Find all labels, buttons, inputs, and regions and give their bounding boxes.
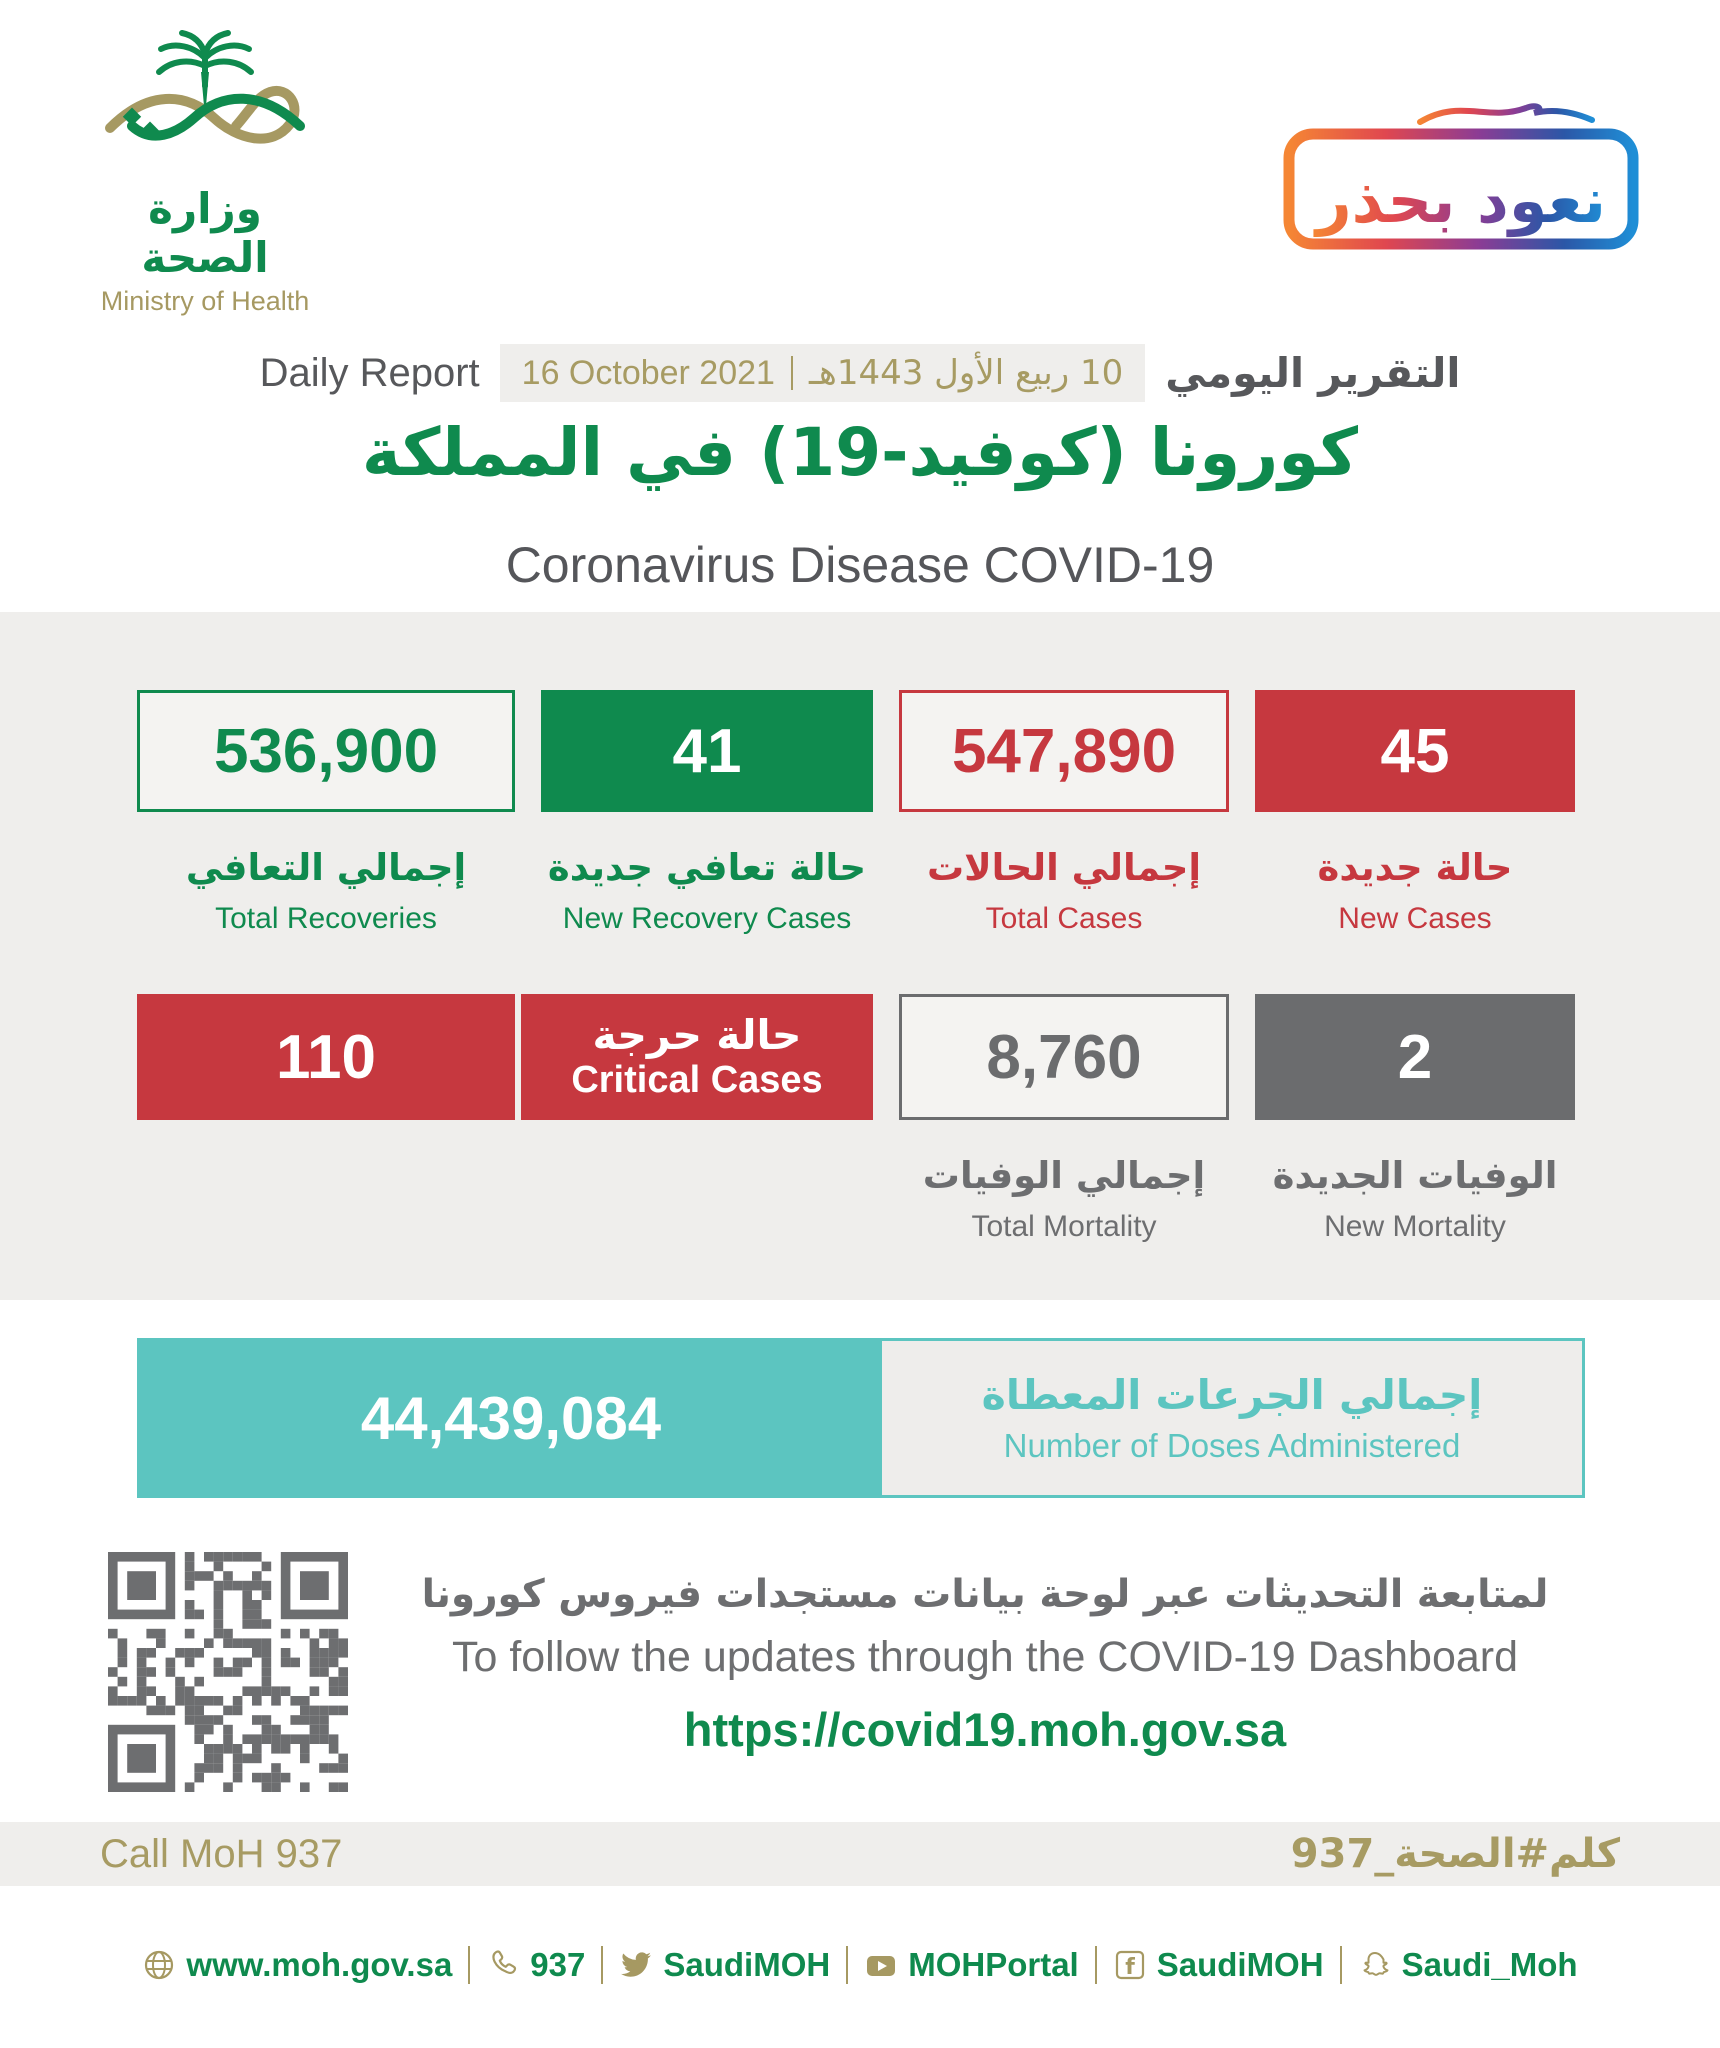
daily-report-label-en: Daily Report [259,350,480,395]
dashboard-note-en: To follow the updates through the COVID-19 Dashboard [451,1633,1519,1681]
total-recoveries-value: 536,900 [213,716,439,786]
new-recoveries-value: 41 [672,716,742,786]
stat-card-new-cases [1255,690,1575,936]
facebook-icon [1113,1948,1147,1982]
stat-label-en: Total Cases [985,902,1143,935]
doses-label-box [882,1341,1582,1495]
twitter-label: SaudiMOH [663,1946,831,1983]
call-hashtag-ar: كلم#الصحة_937 [1290,1831,1620,1877]
stat-value-box [1255,690,1575,812]
logo-arabic-title: وزارة الصحة [141,184,269,282]
call-band [0,1822,1720,1886]
phone-link[interactable] [468,1946,601,1984]
stat-label-en: New Mortality [1324,1210,1506,1243]
dashboard-note-ar: لمتابعة التحديثات عبر لوحة بيانات مستجدات فيروس كورونا [421,1572,1549,1617]
gregorian-date: 16 October 2021 [521,353,775,392]
bottom-contact-bar [0,1946,1720,1984]
call-moh-label: Call MoH 937 [100,1831,343,1876]
stat-label-ar: إجمالي الوفيات [922,1154,1206,1197]
stat-label-en: New Cases [1338,902,1492,935]
website-link[interactable] [126,1946,468,1984]
stat-label-ar: الوفيات الجديدة [1272,1154,1558,1197]
stat-value-box [899,690,1229,812]
stat-card-total-cases [899,690,1229,936]
website-label: www.moh.gov.sa [186,1946,453,1983]
doses-bar [137,1338,1585,1498]
facebook-label: SaudiMOH [1156,1946,1324,1983]
dashboard-note [370,1572,1600,1757]
stat-card-new-recoveries [541,690,873,936]
snapchat-link[interactable] [1340,1946,1594,1984]
stat-value-box [899,994,1229,1120]
stat-label-ar: حالة تعافي جديدة [547,846,867,889]
stats-section [0,612,1720,1300]
phone-label: 937 [530,1946,586,1983]
report-row [0,344,1720,402]
daily-report-label-ar: التقرير اليومي [1165,349,1461,397]
badge-art [1280,92,1642,254]
doses-value: 44,439,084 [360,1384,662,1452]
main-title-arabic: كورونا (كوفيد-19) في المملكة [361,414,1359,491]
new-cases-value: 45 [1380,716,1450,786]
stat-card-new-mortality [1255,994,1575,1244]
stats-row-1 [137,690,1575,936]
youtube-link[interactable] [846,1946,1095,1984]
palm-tree-ribbon-icon [100,28,310,178]
stats-row-2 [137,994,1575,1244]
critical-cases-label-box [521,994,873,1120]
globe-icon [142,1948,176,1982]
snapchat-icon [1358,1948,1392,1982]
snapchat-label: Saudi_Moh [1401,1946,1578,1983]
critical-label-ar: حالة حرجة [592,1010,802,1059]
doses-value-box [140,1341,882,1495]
logo-english-title: Ministry of Health [100,286,310,316]
stat-label-en: Total Mortality [971,1210,1157,1243]
stat-label-ar: حالة جديدة [1317,846,1513,889]
new-mortality-value: 2 [1397,1022,1433,1092]
critical-cases-value: 110 [275,1022,377,1092]
stat-label-en: New Recovery Cases [562,902,852,935]
moh-logo [82,28,328,317]
youtube-label: MOHPortal [908,1946,1079,1983]
critical-pair [137,994,873,1120]
qr-code [108,1552,348,1792]
stat-card-total-recoveries [137,690,515,936]
badge-text: نعود بحذر [1315,164,1607,237]
twitter-link[interactable] [601,1946,846,1984]
return-with-caution-badge [1280,92,1642,259]
doses-label-ar: إجمالي الجرعات المعطاة [981,1371,1483,1419]
critical-label-en: Critical Cases [571,1058,823,1101]
facebook-link[interactable] [1095,1946,1340,1984]
stat-card-critical-cases [137,994,873,1244]
dashboard-url[interactable]: https://covid19.moh.gov.sa [683,1703,1287,1756]
stat-value-box [137,690,515,812]
date-separator [791,356,793,390]
stat-value-box [541,690,873,812]
critical-cases-value-box [137,994,515,1120]
total-mortality-value: 8,760 [986,1022,1142,1092]
date-box [500,344,1146,402]
stat-label-ar: إجمالي التعافي [185,846,467,889]
main-title-english: Coronavirus Disease COVID-19 [505,537,1215,593]
phone-icon [486,1948,520,1982]
twitter-icon [619,1948,653,1982]
svg-text:f: f [1124,1955,1135,1980]
doses-label-en: Number of Doses Administered [1003,1427,1461,1464]
youtube-icon [864,1948,898,1982]
stat-value-box [1255,994,1575,1120]
total-cases-value: 547,890 [951,716,1177,786]
stat-card-total-mortality [899,994,1229,1244]
stat-label-ar: إجمالي الحالات [926,846,1202,889]
stat-label-en: Total Recoveries [215,902,437,935]
hijri-date: 10 ربيع الأول 1443هـ [808,353,1124,393]
